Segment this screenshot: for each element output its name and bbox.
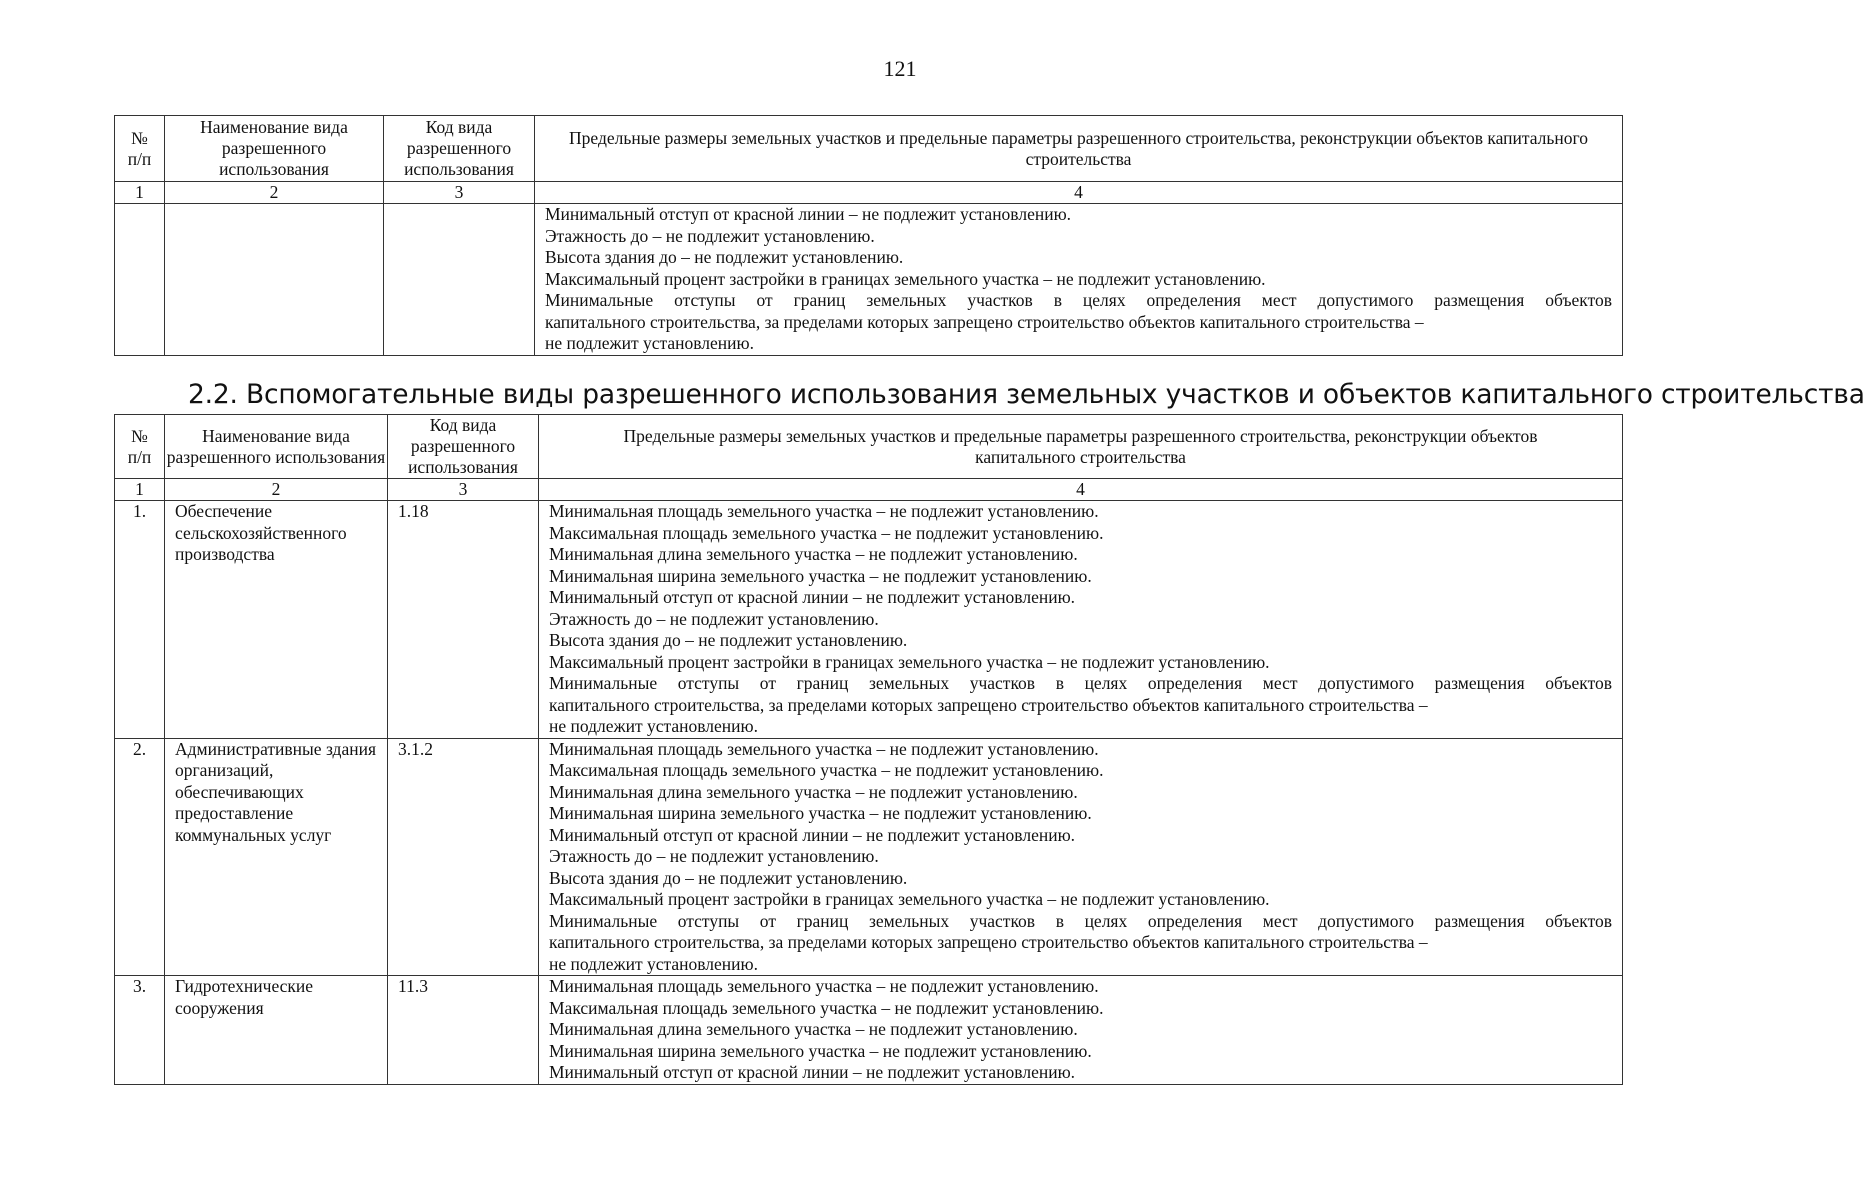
parameter-line: капитального строительства, за пределами которых запрещено строительство объектов капитального строительства –	[549, 932, 1428, 952]
header-params: Предельные размеры земельных участков и предельные параметры разрешенного строительства, реконструкции объектов капитального строительства	[535, 116, 1623, 182]
parameter-line: не подлежит установлению.	[549, 716, 758, 736]
parameter-line: капитального строительства, за пределами которых запрещено строительство объектов капитального строительства –	[549, 694, 1428, 715]
column-number: 2	[165, 182, 384, 204]
parameter-line: Этажность до – не подлежит установлению.	[549, 608, 879, 629]
parameter-line: Высота здания до – не подлежит установлению.	[549, 630, 908, 650]
row-number	[115, 204, 165, 356]
parameter-line: Минимальная площадь земельного участка – не подлежит установлению.	[549, 976, 1099, 996]
header-code: Код вида разрешенного использования	[388, 415, 539, 479]
use-type-name: Гидротехнические сооружения	[165, 976, 388, 1085]
parameter-line: не подлежит установлению.	[545, 333, 754, 353]
parameter-line: Максимальный процент застройки в границах земельного участка – не подлежит установлению.	[549, 651, 1270, 672]
permitted-use-table-continued	[114, 115, 1623, 356]
parameter-line: Минимальный отступ от красной линии – не подлежит установлению.	[545, 204, 1072, 224]
parameter-line: Максимальный процент застройки в границах земельного участка – не подлежит установлению.	[549, 889, 1270, 909]
row-number: 2.	[115, 738, 165, 976]
use-type-code: 11.3	[388, 976, 539, 1085]
use-type-code	[384, 204, 535, 356]
table-row	[115, 738, 1623, 976]
table-row	[115, 204, 1623, 356]
column-number: 4	[539, 479, 1623, 501]
row-number: 3.	[115, 976, 165, 1085]
parameter-line: Высота здания до – не подлежит установлению.	[545, 247, 904, 267]
use-type-name: Обеспечение сельскохозяйственного производства	[165, 501, 388, 739]
column-number-row	[115, 479, 1623, 501]
section-heading: 2.2. Вспомогательные виды разрешенного использования земельных участков и объектов капитального строительства	[188, 379, 1865, 410]
parameter-line: Минимальные отступы от границ земельных участков в целях определения мест допустимого размещения объектов	[549, 673, 1612, 693]
parameter-line: Максимальная площадь земельного участка – не подлежит установлению.	[549, 760, 1104, 780]
header-num: № п/п	[115, 415, 165, 479]
column-number: 4	[535, 182, 1623, 204]
auxiliary-use-table	[114, 414, 1623, 1085]
column-number: 3	[384, 182, 535, 204]
parameter-line: Высота здания до – не подлежит установлению.	[549, 867, 908, 888]
parameter-line: Минимальная длина земельного участка – не подлежит установлению.	[549, 544, 1078, 564]
parameter-line: Минимальная площадь земельного участка – не подлежит установлению.	[549, 501, 1099, 521]
parameter-line: Этажность до – не подлежит установлению.	[545, 225, 875, 246]
parameter-line: Максимальная площадь земельного участка – не подлежит установлению.	[549, 997, 1104, 1018]
column-number: 1	[115, 479, 165, 501]
header-name: Наименование вида разрешенного использования	[165, 415, 388, 479]
parameters-cell	[539, 976, 1623, 1085]
table-row	[115, 976, 1623, 1085]
use-type-name	[165, 204, 384, 356]
header-num: № п/п	[115, 116, 165, 182]
parameter-line: Минимальная ширина земельного участка – не подлежит установлению.	[549, 565, 1092, 586]
parameter-line: Минимальный отступ от красной линии – не подлежит установлению.	[549, 824, 1076, 845]
parameter-line: Минимальные отступы от границ земельных участков в целях определения мест допустимого размещения объектов	[549, 910, 1612, 931]
header-name: Наименование вида разрешенного использования	[165, 116, 384, 182]
use-type-name: Административные здания организаций, обеспечивающих предоставление коммунальных услуг	[165, 738, 388, 976]
parameter-line: Максимальный процент застройки в границах земельного участка – не подлежит установлению.	[545, 268, 1266, 289]
parameter-line: Этажность до – не подлежит установлению.	[549, 846, 879, 866]
column-number-row	[115, 182, 1623, 204]
parameters-cell	[539, 501, 1623, 739]
parameter-line: Минимальная длина земельного участка – не подлежит установлению.	[549, 1019, 1078, 1039]
column-number: 3	[388, 479, 539, 501]
parameter-line: Минимальный отступ от красной линии – не подлежит установлению.	[549, 587, 1076, 607]
use-type-code: 1.18	[388, 501, 539, 739]
use-type-code: 3.1.2	[388, 738, 539, 976]
parameter-line: Минимальная площадь земельного участка – не подлежит установлению.	[549, 738, 1099, 759]
header-code: Код вида разрешенного использования	[384, 116, 535, 182]
parameters-cell	[535, 204, 1623, 356]
table-row	[115, 501, 1623, 739]
row-number: 1.	[115, 501, 165, 739]
parameter-line: Минимальные отступы от границ земельных участков в целях определения мест допустимого размещения объектов	[545, 290, 1612, 310]
parameter-line: капитального строительства, за пределами которых запрещено строительство объектов капитального строительства –	[545, 311, 1424, 332]
parameter-line: Минимальная ширина земельного участка – не подлежит установлению.	[549, 803, 1092, 823]
parameters-cell	[539, 738, 1623, 976]
parameter-line: Минимальная ширина земельного участка – не подлежит установлению.	[549, 1040, 1092, 1061]
header-params: Предельные размеры земельных участков и предельные параметры разрешенного строительства, реконструкции объектов капитального строительства	[539, 415, 1623, 479]
column-number: 1	[115, 182, 165, 204]
column-number: 2	[165, 479, 388, 501]
page-number: 121	[883, 56, 917, 81]
parameter-line: не подлежит установлению.	[549, 953, 758, 974]
parameter-line: Минимальная длина земельного участка – не подлежит установлению.	[549, 781, 1078, 802]
parameter-line: Минимальный отступ от красной линии – не подлежит установлению.	[549, 1062, 1076, 1082]
parameter-line: Максимальная площадь земельного участка – не подлежит установлению.	[549, 522, 1104, 543]
